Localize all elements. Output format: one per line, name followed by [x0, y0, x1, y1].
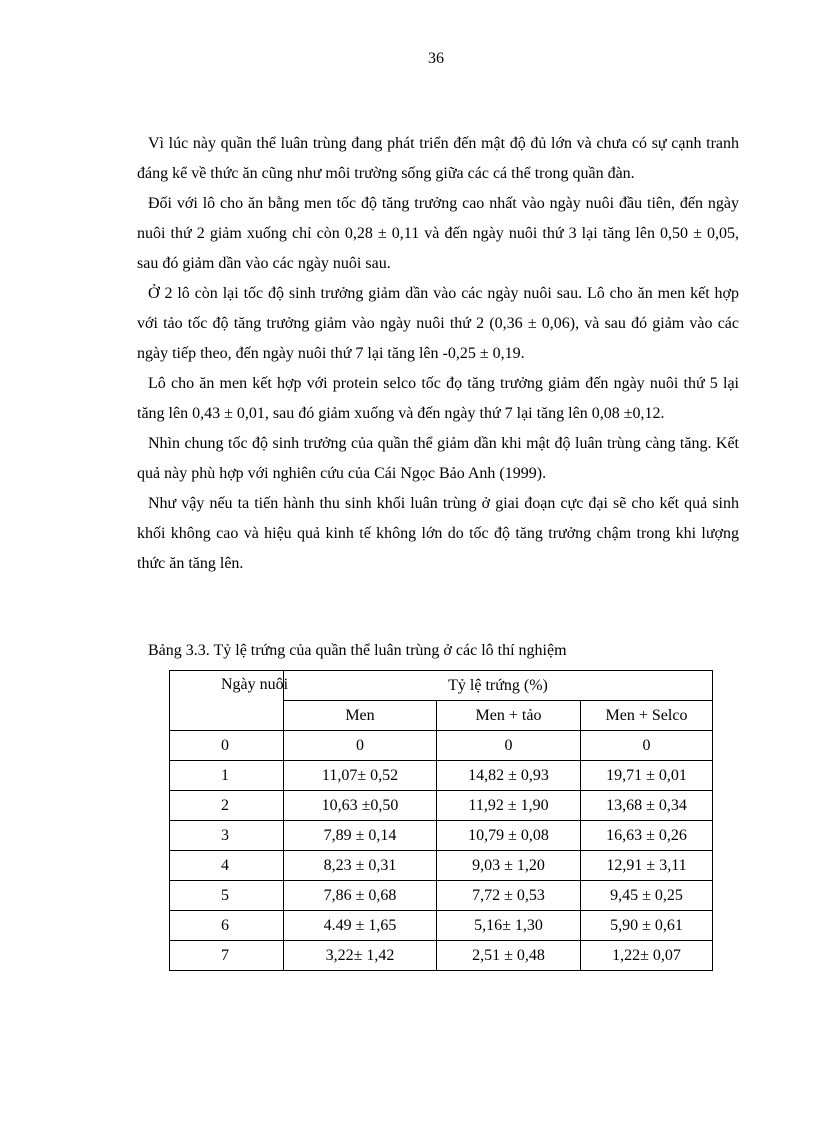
men-cell: 7,89 ± 0,14 [284, 821, 437, 851]
page-number: 36 [428, 50, 444, 67]
paragraph: Ở 2 lô còn lại tốc độ sinh trưởng giảm dần vào các ngày nuôi sau. Lô cho ăn men kết hợp với tảo tốc độ tăng trưởng giảm vào ngày nuôi thứ 2 (0,36 ± 0,06), và sau đó giảm vào các ngày tiếp theo, đến ngày nuôi thứ 7 lại tăng lên -0,25 ± 0,19. [137, 285, 739, 362]
men-selco-cell: 5,90 ± 0,61 [581, 911, 713, 941]
men-cell: 10,63 ±0,50 [284, 791, 437, 821]
men-selco-cell: 19,71 ± 0,01 [581, 761, 713, 791]
men-tao-cell: 0 [437, 731, 581, 761]
men-cell: 7,86 ± 0,68 [284, 881, 437, 911]
day-column-header: Ngày nuôi [170, 671, 284, 731]
men-selco-cell: 16,63 ± 0,26 [581, 821, 713, 851]
men-tao-cell: 9,03 ± 1,20 [437, 851, 581, 881]
men-selco-cell: 0 [581, 731, 713, 761]
men-tao-cell: 2,51 ± 0,48 [437, 941, 581, 971]
men-tao-column-header: Men + tảo [437, 701, 581, 731]
day-cell: 6 [170, 911, 284, 941]
table-row [170, 821, 713, 851]
men-tao-cell: 10,79 ± 0,08 [437, 821, 581, 851]
men-cell: 0 [284, 731, 437, 761]
table-row [170, 941, 713, 971]
day-cell: 1 [170, 761, 284, 791]
day-cell: 2 [170, 791, 284, 821]
paragraph: Như vậy nếu ta tiến hành thu sinh khối luân trùng ở giai đoạn cực đại sẽ cho kết quả sinh khối không cao và hiệu quả kinh tế không lớn do tốc độ tăng trưởng chậm trong khi lượng thức ăn tăng lên. [137, 495, 739, 572]
men-cell: 4.49 ± 1,65 [284, 911, 437, 941]
day-cell: 0 [170, 731, 284, 761]
men-tao-cell: 11,92 ± 1,90 [437, 791, 581, 821]
egg-rate-table [169, 670, 713, 971]
men-selco-cell: 1,22± 0,07 [581, 941, 713, 971]
table-row [170, 761, 713, 791]
paragraph: Vì lúc này quần thể luân trùng đang phát triển đến mật độ đủ lớn và chưa có sự cạnh tranh đáng kể về thức ăn cũng như môi trường sống giữa các cá thể trong quần đàn. [137, 135, 739, 182]
men-cell: 3,22± 1,42 [284, 941, 437, 971]
day-cell: 4 [170, 851, 284, 881]
table-caption: Bảng 3.3. Tỷ lệ trứng của quần thể luân trùng ở các lô thí nghiệm [148, 642, 567, 659]
men-selco-column-header: Men + Selco [581, 701, 713, 731]
table-row [170, 791, 713, 821]
table-row [170, 851, 713, 881]
men-selco-cell: 13,68 ± 0,34 [581, 791, 713, 821]
day-cell: 3 [170, 821, 284, 851]
men-tao-cell: 7,72 ± 0,53 [437, 881, 581, 911]
men-cell: 11,07± 0,52 [284, 761, 437, 791]
paragraph: Đối với lô cho ăn bằng men tốc độ tăng trưởng cao nhất vào ngày nuôi đầu tiên, đến ngày nuôi thứ 2 giảm xuống chỉ còn 0,28 ± 0,11 và đến ngày nuôi thứ 3 lại tăng lên 0,50 ± 0,05, sau đó giảm dần vào các ngày nuôi sau. [137, 195, 739, 272]
men-tao-cell: 14,82 ± 0,93 [437, 761, 581, 791]
table-header-row [170, 671, 713, 701]
day-cell: 5 [170, 881, 284, 911]
men-selco-cell: 9,45 ± 0,25 [581, 881, 713, 911]
table-row [170, 881, 713, 911]
paragraph: Lô cho ăn men kết hợp với protein selco tốc đọ tăng trưởng giảm đến ngày nuôi thứ 5 lại tăng lên 0,43 ± 0,01, sau đó giảm xuống và đến ngày thứ 7 lại tăng lên 0,08 ±0,12. [137, 375, 739, 422]
men-cell: 8,23 ± 0,31 [284, 851, 437, 881]
egg-rate-group-header: Tỷ lệ trứng (%) [284, 671, 713, 701]
body-text [137, 129, 739, 579]
men-column-header: Men [284, 701, 437, 731]
paragraph: Nhìn chung tốc độ sinh trưởng của quần thể giảm dần khi mật độ luân trùng càng tăng. Kết quả này phù hợp với nghiên cứu của Cái Ngọc Bảo Anh (1999). [137, 435, 739, 482]
men-tao-cell: 5,16± 1,30 [437, 911, 581, 941]
men-selco-cell: 12,91 ± 3,11 [581, 851, 713, 881]
table-row [170, 731, 713, 761]
day-cell: 7 [170, 941, 284, 971]
table-row [170, 911, 713, 941]
